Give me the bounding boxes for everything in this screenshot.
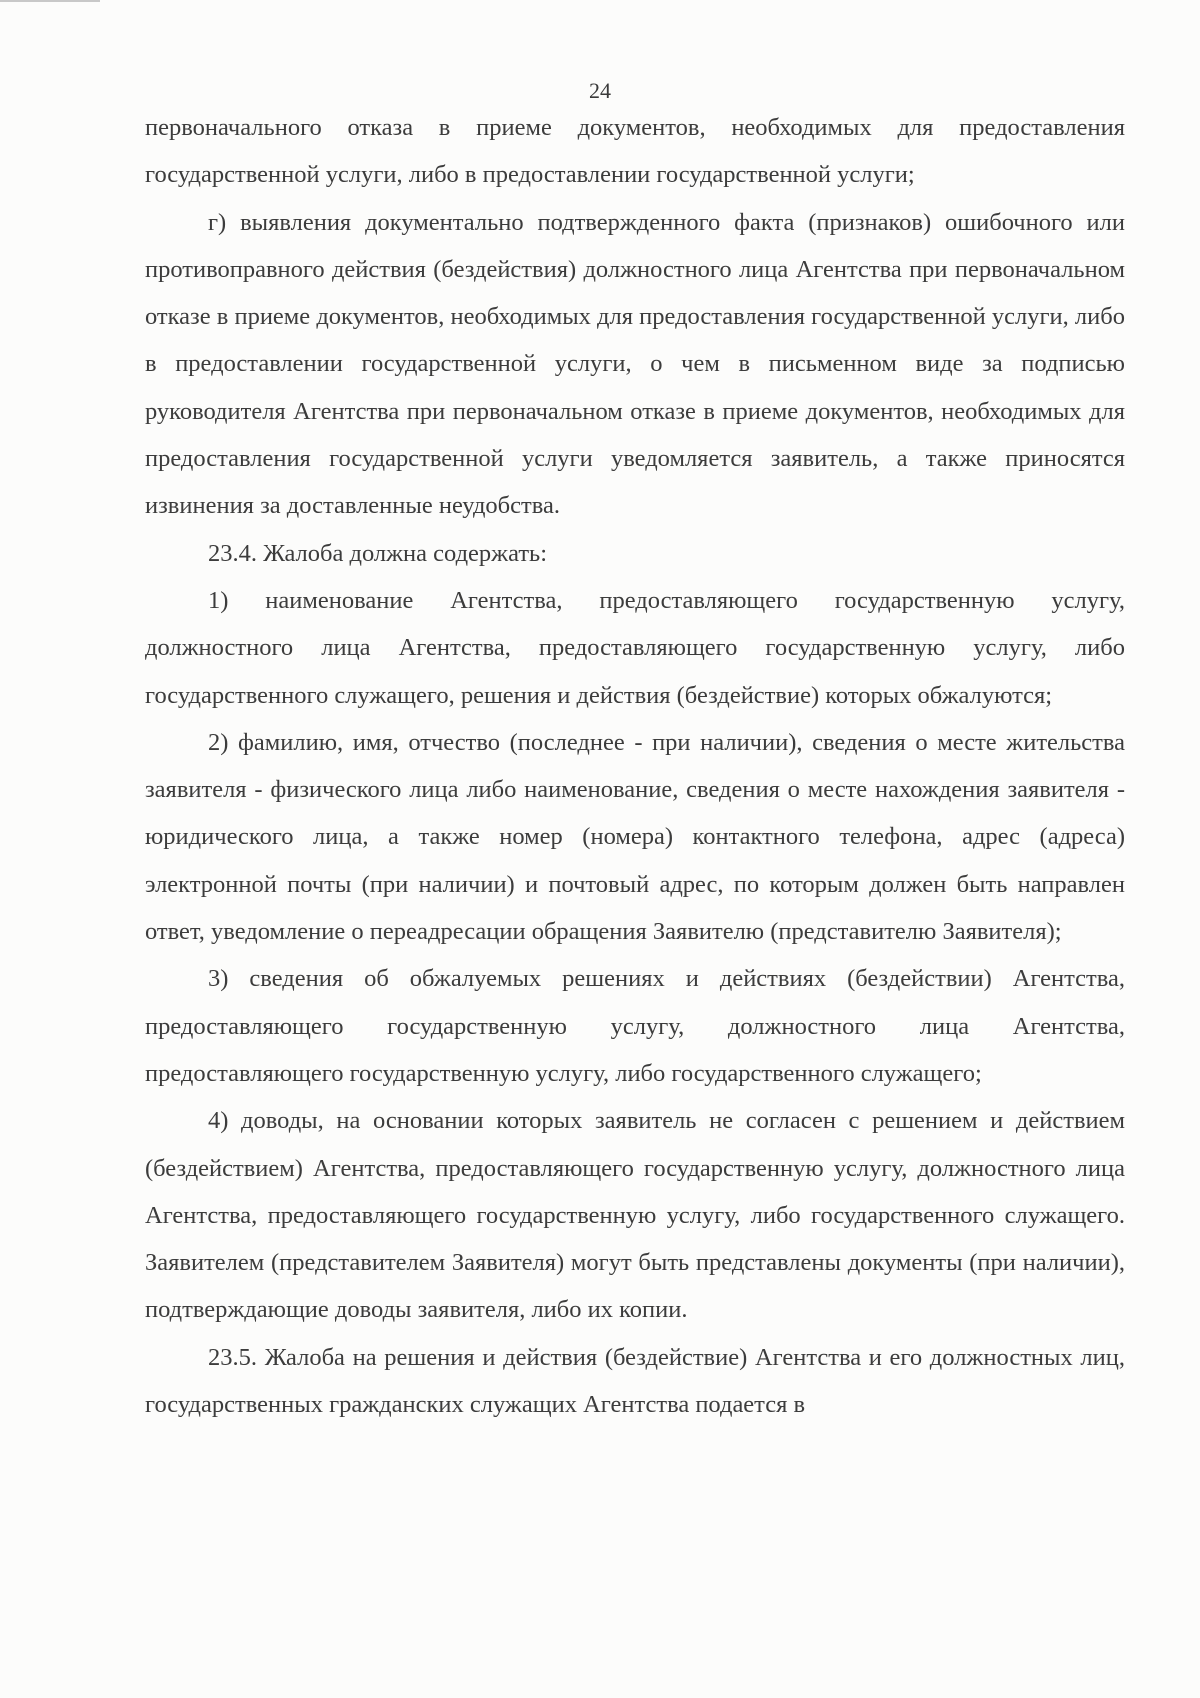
paragraph-continuation: первоначального отказа в приеме документов, необходимых для предоставления государственной услуги, либо в предоставлении государственной услуги; [145,114,1125,189]
paragraph-item-g: г) выявления документально подтвержденного факта (признаков) ошибочного или противоправного действия (бездействия) должностного лица Агентства при первоначальном отказе в приеме документов, необходимых для предоставления государственной услуги, либо в предоставлении государственной услуги, о чем в письменном виде за подписью руководителя Агентства при первоначальном отказе в приеме документов, необходимых для предоставления государственной услуги уведомляется заявитель, а также приносятся извинения за доставленные неудобства. [145,208,1125,520]
document-body [145,104,1125,1428]
paragraph-item-1: 1) наименование Агентства, предоставляющего государственную услугу, должностного лица Агентства, предоставляющего государственную услугу, либо государственного служащего, решения и действия (бездействие) которых обжалуются; [145,586,1125,709]
scan-edge-line [0,0,100,2]
paragraph-item-3: 3) сведения об обжалуемых решениях и действиях (бездействии) Агентства, предоставляющего государственную услугу, должностного лица Агентства, предоставляющего государственную услугу, либо государственного служащего; [145,965,1125,1087]
paragraph-23-4-heading: 23.4. Жалоба должна содержать: [208,539,548,567]
paragraph-item-2: 2) фамилию, имя, отчество (последнее - при наличии), сведения о месте жительства заявителя - физического лица либо наименование, сведения о месте нахождения заявителя - юридического лица, а также номер (номера) контактного телефона, адрес (адреса) электронной почты (при наличии) и почтовый адрес, по которым должен быть направлен ответ, уведомление о переадресации обращения Заявителю (представителю Заявителя); [145,728,1125,946]
paragraph-23-5: 23.5. Жалоба на решения и действия (бездействие) Агентства и его должностных лиц, государственных гражданских служащих Агентства подается в [145,1343,1125,1419]
paragraph-item-4: 4) доводы, на основании которых заявитель не согласен с решением и действием (бездействием) Агентства, предоставляющего государственную услугу, должностного лица Агентства, предоставляющего государственную услугу, либо государственного служащего. Заявителем (представителем Заявителя) могут быть представлены документы (при наличии), подтверждающие доводы заявителя, либо их копии. [145,1107,1125,1324]
page-number: 24 [589,78,611,103]
